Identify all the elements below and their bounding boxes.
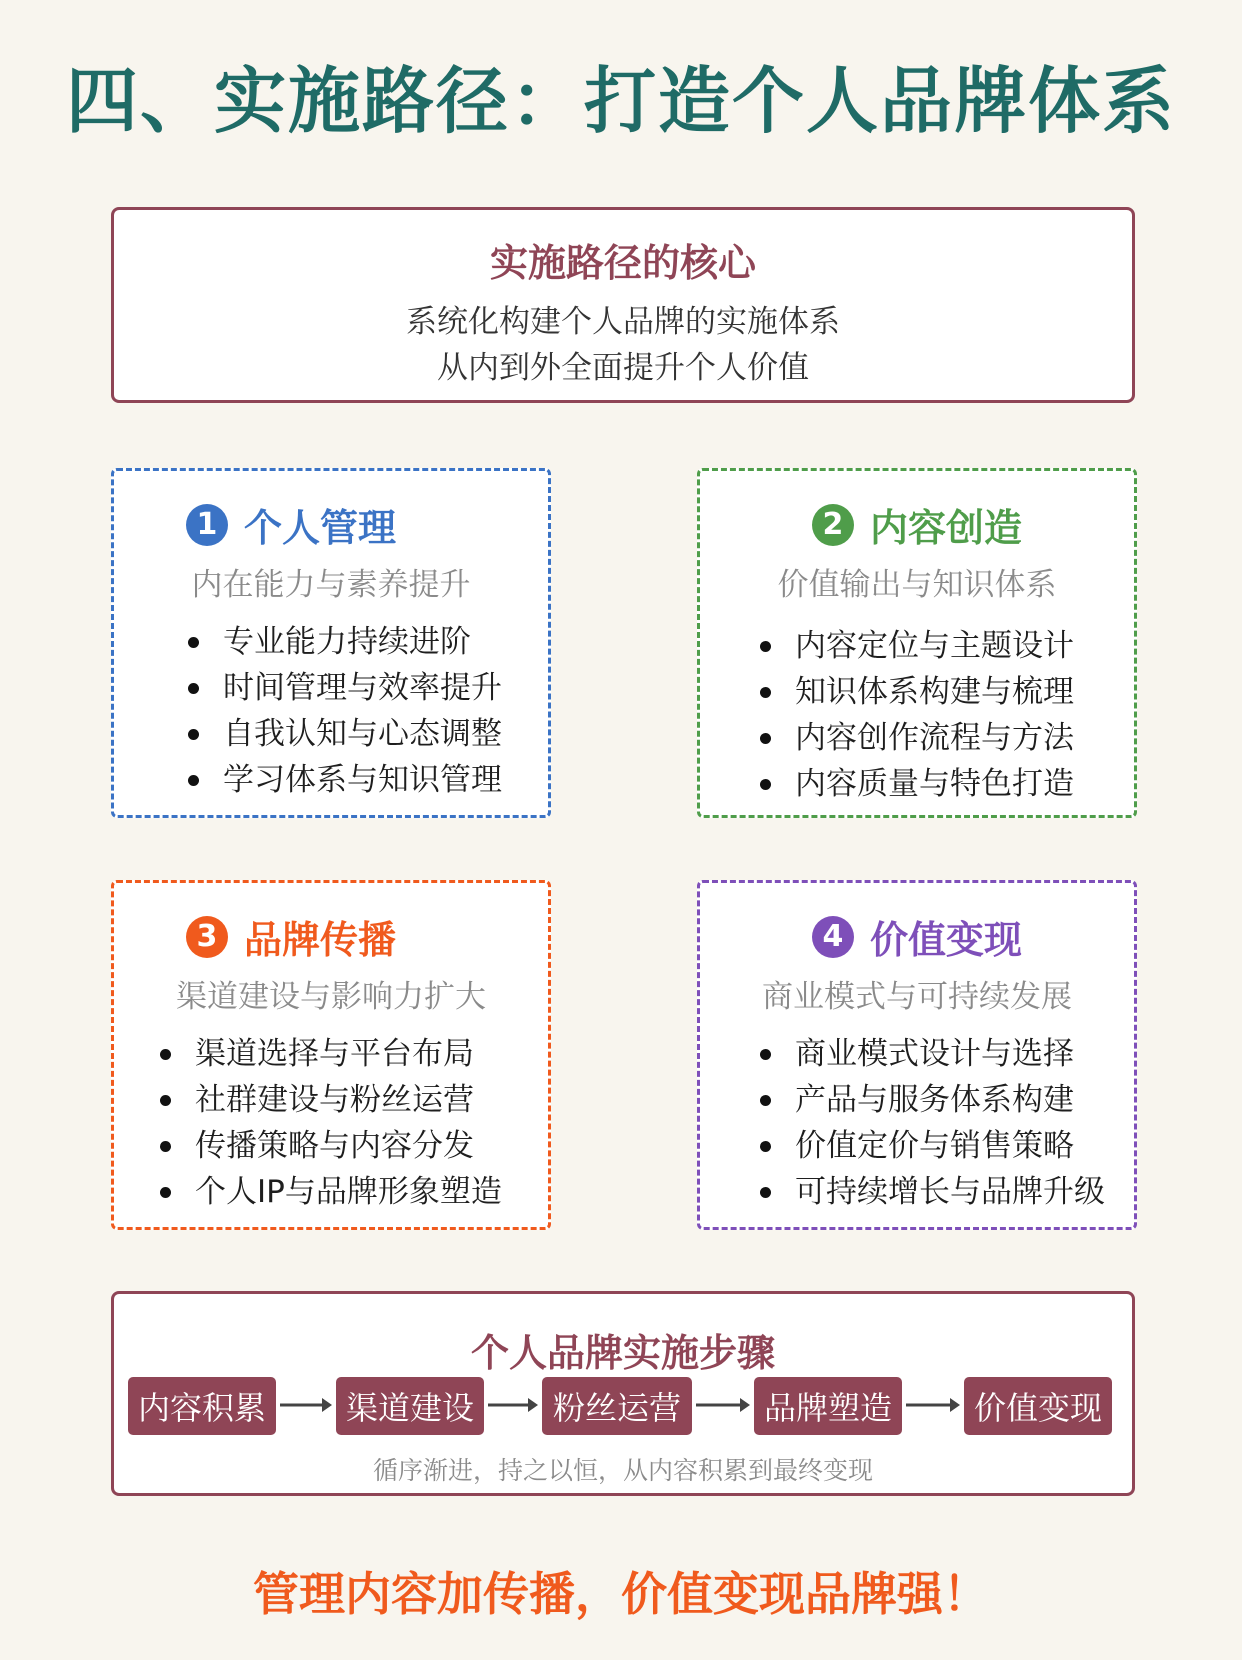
list-item: 内容创作流程与方法 [760,715,1074,761]
bullet-icon [760,1187,771,1198]
step-3: 粉丝运营 [542,1377,692,1435]
steps-heading: 个人品牌实施步骤 [470,1331,775,1375]
steps-panel [111,1291,1135,1496]
step-1: 内容积累 [128,1377,276,1435]
step-2: 渠道建设 [336,1377,484,1435]
slogan: 管理内容加传播，价值变现品牌强！ [253,1567,989,1621]
number-badge: 4 [812,916,854,958]
card-title: 内容创造 [869,506,1022,550]
bullet-icon [160,1049,171,1060]
page-title: 四、实施路径：打造个人品牌体系 [65,59,1176,143]
list-item: 商业模式设计与选择 [760,1031,1105,1077]
card-header [700,497,1134,552]
list-item: 传播策略与内容分发 [160,1123,502,1169]
core-line-1: 系统化构建个人品牌的实施体系 [406,304,840,340]
arrow-right-icon [278,1395,332,1415]
list-item: 专业能力持续进阶 [188,619,502,665]
card-brand-communication [111,880,551,1230]
card-item-list [760,623,1074,807]
bullet-icon [760,641,771,652]
card-subtitle: 内在能力与素养提升 [191,567,471,603]
bullet-icon [760,1049,771,1060]
list-item: 价值定价与销售策略 [760,1123,1105,1169]
list-item: 产品与服务体系构建 [760,1077,1105,1123]
list-item: 自我认知与心态调整 [188,711,502,757]
card-title: 品牌传播 [243,918,396,962]
step-4: 品牌塑造 [754,1377,902,1435]
bullet-icon [160,1095,171,1106]
core-line-2: 从内到外全面提升个人价值 [437,350,809,386]
core-heading: 实施路径的核心 [489,241,756,285]
card-item-list [160,1031,502,1215]
card-title: 个人管理 [243,506,396,550]
arrow-right-icon [486,1395,538,1415]
list-item: 社群建设与粉丝运营 [160,1077,502,1123]
card-item-list [760,1031,1105,1215]
card-title: 价值变现 [869,918,1022,962]
card-item-list [188,619,502,803]
bullet-icon [160,1141,171,1152]
bullet-icon [188,637,199,648]
card-header [74,909,508,964]
card-subtitle: 渠道建设与影响力扩大 [176,979,486,1015]
card-content-creation [697,468,1137,818]
bullet-icon [760,1095,771,1106]
number-badge: 1 [186,504,228,546]
list-item: 个人IP与品牌形象塑造 [160,1169,502,1215]
card-subtitle: 商业模式与可持续发展 [762,979,1072,1015]
number-badge: 2 [812,504,854,546]
bullet-icon [188,775,199,786]
card-personal-management [111,468,551,818]
list-item: 可持续增长与品牌升级 [760,1169,1105,1215]
bullet-icon [188,683,199,694]
bullet-icon [760,1141,771,1152]
core-panel [111,207,1135,403]
steps-note: 循序渐进，持之以恒，从内容积累到最终变现 [372,1456,873,1485]
bullet-icon [760,687,771,698]
list-item: 内容定位与主题设计 [760,623,1074,669]
card-subtitle: 价值输出与知识体系 [777,567,1057,603]
list-item: 学习体系与知识管理 [188,757,502,803]
arrow-right-icon [904,1395,960,1415]
arrow-right-icon [694,1395,750,1415]
list-item: 渠道选择与平台布局 [160,1031,502,1077]
list-item: 知识体系构建与梳理 [760,669,1074,715]
bullet-icon [188,729,199,740]
card-header [74,497,508,552]
step-5: 价值变现 [964,1377,1112,1435]
bullet-icon [160,1187,171,1198]
bullet-icon [760,733,771,744]
bullet-icon [760,779,771,790]
list-item: 时间管理与效率提升 [188,665,502,711]
card-header [700,909,1134,964]
card-value-monetization [697,880,1137,1230]
number-badge: 3 [186,916,228,958]
list-item: 内容质量与特色打造 [760,761,1074,807]
